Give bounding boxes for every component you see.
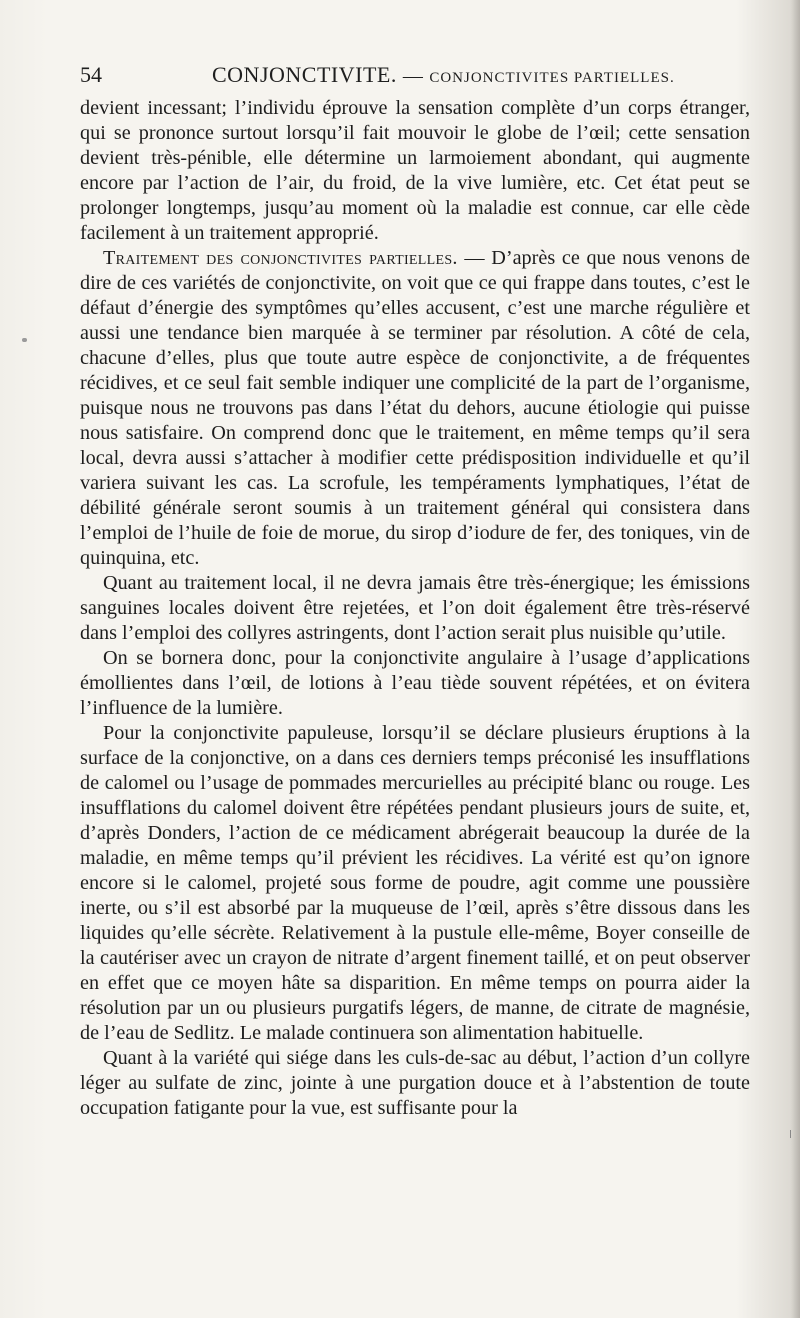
page-number: 54 xyxy=(80,62,102,87)
title-separator: — xyxy=(402,65,424,87)
section-heading: Traitement des conjonctivites partielles. xyxy=(103,247,458,269)
paragraph-1: devient incessant; l’individu éprouve la sensation complète d’un corps étranger, qui se prononce surtout lorsqu’il fait mouvoir le globe de l’œil; cette sensation devient très-pénible, elle détermine un larmoiement abondant, qui augmente encore par l’action de l’air, du froid, de la vive lumière, etc. Cet état peut se prolonger longtemps, jusqu’au moment où la maladie est connue, car elle cède facilement à un traitement approprié. xyxy=(80,97,750,244)
margin-mark xyxy=(790,1130,791,1138)
chapter-title: CONJONCTIVITE. xyxy=(212,62,397,87)
paragraph-4: On se bornera donc, pour la conjonctivite angulaire à l’usage d’applications émollientes dans l’œil, de lotions à l’eau tiède souvent répétées, et on évitera l’influence de la lumière. xyxy=(80,647,750,719)
section-subtitle: CONJONCTIVITES PARTIELLES. xyxy=(429,70,675,86)
paragraph-3: Quant au traitement local, il ne devra jamais être très-énergique; les émissions sanguines locales doivent être rejetées, et l’on doit également être très-réservé dans l’emploi des collyres astringents, dont l’action serait plus nuisible qu’utile. xyxy=(80,572,750,644)
running-title xyxy=(212,62,675,88)
paragraph-2 xyxy=(80,246,750,571)
running-header xyxy=(80,62,750,90)
paragraph-6: Quant à la variété qui siége dans les culs-de-sac au début, l’action d’un collyre léger au sulfate de zinc, jointe à une purgation douce et à l’abstention de toute occupation fatigante pour la vue, est suffisante pour la xyxy=(80,1047,750,1119)
body-text xyxy=(80,96,750,1121)
page-edge-shadow xyxy=(790,0,800,1318)
paragraph-5: Pour la conjonctivite papuleuse, lorsqu’il se déclare plusieurs éruptions à la surface de la conjonctive, on a dans ces derniers temps préconisé les insufflations de calomel ou l’usage de pommades mercurielles au précipité blanc ou rouge. Les insufflations du calomel doivent être répétées pendant plusieurs jours de suite, et, d’après Donders, l’action de ce médicament abrégerait beaucoup la durée de la maladie, en même temps qu’il prévient les récidives. La vérité est qu’on ignore encore si le calomel, projeté sous forme de poudre, agit comme une poussière inerte, ou s’il est absorbé par la muqueuse de l’œil, après s’être dissous dans les liquides qu’elle sécrète. Relativement à la pustule elle-même, Boyer conseille de la cautériser avec un crayon de nitrate d’argent finement taillé, et on peut observer en effet que ce moyen hâte sa disparition. En même temps on pourra aider la résolution par un ou plusieurs purgatifs légers, de manne, de citrate de magnésie, de l’eau de Sedlitz. Le malade continuera son alimentation habituelle. xyxy=(80,722,750,1044)
paragraph-2-text: — D’après ce que nous venons de dire de ces variétés de conjonctivite, on voit que ce qui frappe dans toutes, c’est le défaut d’énergie des symptômes qu’elles accusent, c’est une marche régulière et aussi une tendance bien marquée à se terminer par résolution. A côté de cela, chacune d’elles, plus que toute autre espèce de conjonctivite, a de fréquentes récidives, et ce seul fait semble indiquer une complicité de la part de l’organisme, puisque nous ne trouvons pas dans l’état du dehors, aucune étiologie qui puisse nous satisfaire. On comprend donc que le traitement, en même temps qu’il sera local, devra aussi s’attacher à modifier cette prédisposition individuelle et qu’il variera suivant les cas. La scrofule, les tempéraments lymphatiques, l’état de débilité générale seront soumis à un traitement général qui consistera dans l’emploi de l’huile de foie de morue, du sirop d’iodure de fer, des toniques, vin de quinquina, etc. xyxy=(80,247,750,569)
margin-speck xyxy=(22,338,27,342)
